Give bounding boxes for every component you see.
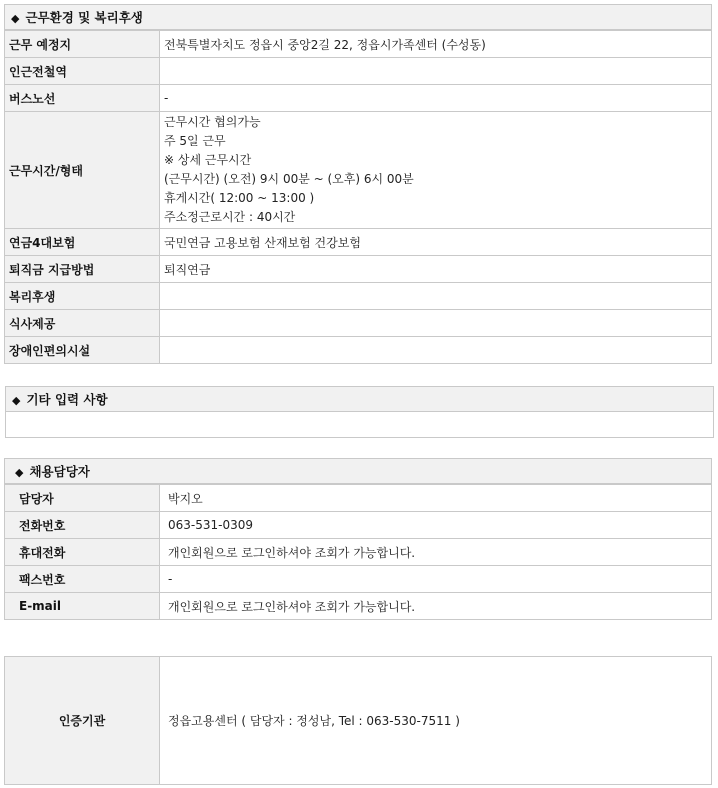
section-title: 채용담당자 [29, 464, 90, 479]
section-header [5, 386, 714, 412]
row-label: 식사제공 [5, 310, 160, 337]
phone-number: 063-531-0309 [160, 512, 712, 539]
work-hours-value [160, 112, 712, 229]
cert-label: 인증기관 [5, 657, 160, 785]
table-row [5, 58, 712, 85]
mobile-number: 개인회원으로 로그인하셔야 조회가 가능합니다. [160, 539, 712, 566]
table-row [5, 229, 712, 256]
row-label: 근무 예정지 [5, 31, 160, 58]
row-value: 국민연금 고용보험 산재보험 건강보험 [160, 229, 712, 256]
text-line: (근무시간) (오전) 9시 00분 ~ (오후) 6시 00분 [164, 172, 414, 186]
text-line: 휴게시간( 12:00 ~ 13:00 ) [164, 191, 315, 205]
row-label: 장애인편의시설 [5, 337, 160, 364]
table-row [5, 85, 712, 112]
table-row [5, 310, 712, 337]
text-line: ※ 상세 근무시간 [164, 153, 252, 167]
recruiter-section [4, 458, 712, 620]
row-label: 전화번호 [5, 512, 160, 539]
email-value: 개인회원으로 로그인하셔야 조회가 가능합니다. [160, 593, 712, 620]
other-info-content [5, 412, 714, 438]
text-line: 주 5일 근무 [164, 134, 226, 148]
table-row [5, 283, 712, 310]
row-value: - [160, 85, 712, 112]
recruiter-name: 박지오 [160, 485, 712, 512]
table-row [5, 31, 712, 58]
section-title: 기타 입력 사항 [26, 392, 108, 407]
row-label: E-mail [5, 593, 160, 620]
row-label: 휴대전화 [5, 539, 160, 566]
section-header [4, 458, 712, 484]
row-value: 전북특별자치도 정읍시 중앙2길 22, 정읍시가족센터 (수성동) [160, 31, 712, 58]
row-value [160, 310, 712, 337]
recruiter-table [4, 484, 712, 620]
work-environment-table [4, 30, 712, 364]
table-row [5, 112, 712, 229]
table-row [5, 256, 712, 283]
fax-number: - [160, 566, 712, 593]
row-label: 연금4대보험 [5, 229, 160, 256]
row-label: 복리후생 [5, 283, 160, 310]
row-label: 버스노선 [5, 85, 160, 112]
row-label: 담당자 [5, 485, 160, 512]
section-header [4, 4, 712, 30]
diamond-bullet-icon: ◆ [11, 12, 20, 25]
certification-section [4, 656, 712, 785]
other-info-section [5, 386, 714, 438]
text-line: 주소정근로시간 : 40시간 [164, 210, 296, 224]
row-label: 팩스번호 [5, 566, 160, 593]
row-label: 근무시간/형태 [5, 112, 160, 229]
table-row [5, 566, 712, 593]
row-value [160, 58, 712, 85]
row-label: 퇴직금 지급방법 [5, 256, 160, 283]
table-row [5, 512, 712, 539]
table-row [5, 593, 712, 620]
diamond-bullet-icon: ◆ [15, 466, 24, 479]
certification-table [4, 656, 712, 785]
section-title: 근무환경 및 복리후생 [25, 10, 143, 25]
text-line: 근무시간 협의가능 [164, 115, 261, 129]
row-value [160, 337, 712, 364]
diamond-bullet-icon: ◆ [12, 394, 21, 407]
table-row [5, 485, 712, 512]
table-row [5, 337, 712, 364]
table-row [5, 539, 712, 566]
row-label: 인근전철역 [5, 58, 160, 85]
work-environment-section [4, 4, 712, 364]
row-value: 퇴직연금 [160, 256, 712, 283]
row-value [160, 283, 712, 310]
cert-value: 정읍고용센터 ( 담당자 : 정성남, Tel : 063-530-7511 ) [160, 657, 712, 785]
table-row [5, 657, 712, 785]
